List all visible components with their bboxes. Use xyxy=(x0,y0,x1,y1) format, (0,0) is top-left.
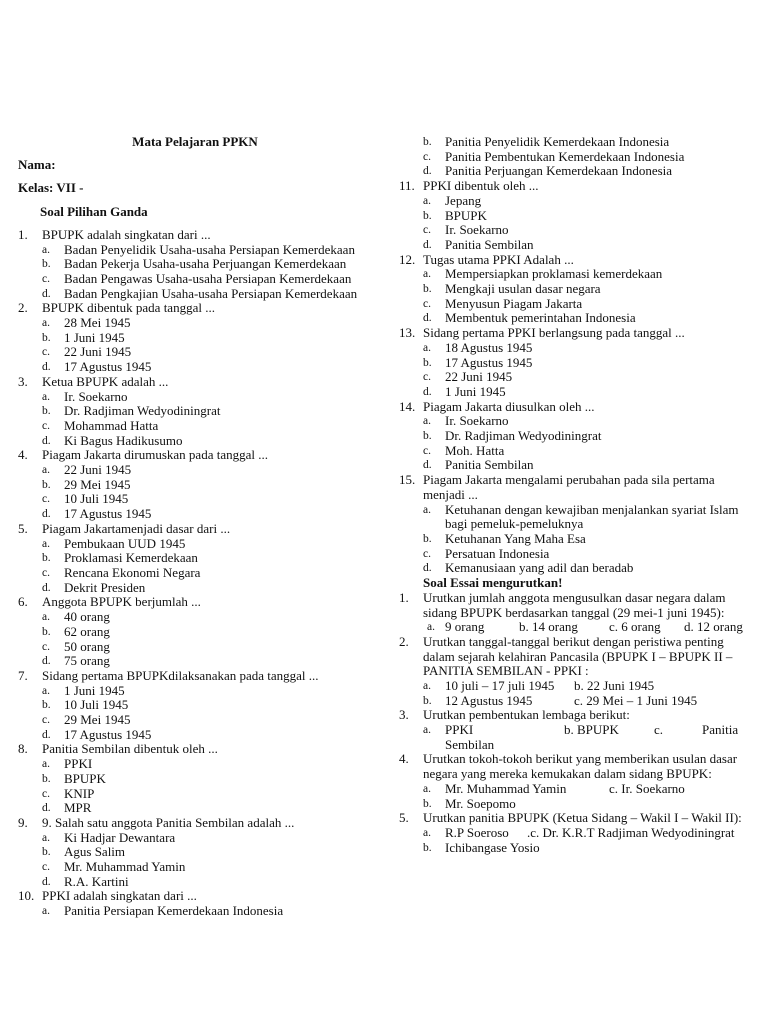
option-text: 29 Mei 1945 xyxy=(64,476,131,492)
question-number: 8. xyxy=(18,741,28,757)
option-text: Mengkaji usulan dasar negara xyxy=(445,281,601,297)
multiple-choice-list-left xyxy=(18,228,390,919)
option-letter: c. xyxy=(42,346,50,359)
answer-option xyxy=(18,257,390,272)
option-text: Persatuan Indonesia xyxy=(445,545,550,561)
answer-option xyxy=(399,267,755,282)
essay-options-row xyxy=(399,782,755,797)
answer-option xyxy=(18,434,390,449)
option-letter: d. xyxy=(42,728,51,741)
essay-question xyxy=(399,708,755,723)
option-text: Moh. Hatta xyxy=(445,442,505,458)
question-number: 1. xyxy=(18,226,28,242)
answer-option xyxy=(399,223,755,238)
option-text-continued: Sembilan xyxy=(445,736,495,752)
answer-option xyxy=(18,404,390,419)
question-text: Piagam Jakarta diusulkan oleh ... xyxy=(423,398,595,414)
option-text: 28 Mei 1945 xyxy=(64,315,131,331)
question-text: BPUPK adalah singkatan dari ... xyxy=(42,226,211,242)
essay-options-row xyxy=(399,723,755,738)
question-number: 7. xyxy=(18,667,28,683)
option-letter: b. xyxy=(423,356,432,369)
option-letter: b. xyxy=(423,136,432,148)
option-text: 62 orang xyxy=(64,623,110,639)
option-text: Badan Pengkajian Usaha-usaha Persiapan Kemerdekaan xyxy=(64,285,358,301)
question-number: 13. xyxy=(399,325,416,341)
option-text: Menyusun Piagam Jakarta xyxy=(445,295,583,311)
answer-option xyxy=(399,164,755,179)
option-text: Mr. Soepomo xyxy=(445,795,516,811)
answer-option xyxy=(18,640,390,655)
answer-option xyxy=(399,356,755,371)
question-text: Piagam Jakartamenjadi dasar dari ... xyxy=(42,520,231,536)
page-title: Mata Pelajaran PPKN xyxy=(132,134,258,149)
question-12 xyxy=(399,253,755,268)
option-letter: a. xyxy=(423,680,431,692)
option-letter: a. xyxy=(423,782,431,795)
option-letter: b. xyxy=(423,841,432,854)
option-letter: b. xyxy=(423,694,432,707)
essay-options-row xyxy=(399,694,755,709)
nama-label: Nama: xyxy=(18,157,56,173)
question-text: BPUPK dibentuk pada tanggal ... xyxy=(42,300,215,316)
answer-option xyxy=(399,503,755,532)
question-text: Tugas utama PPKI Adalah ... xyxy=(423,251,574,267)
option-text: Ki Bagus Hadikusumo xyxy=(64,432,183,448)
option-letter: c. xyxy=(42,861,50,874)
option-text: Mempersiapkan proklamasi kemerdekaan xyxy=(445,266,663,282)
option-letter: a. xyxy=(42,317,50,330)
answer-option xyxy=(18,360,390,375)
option-text: Panitia xyxy=(702,722,739,738)
option-letter: b. xyxy=(423,283,432,296)
essay-options-row xyxy=(399,841,755,856)
option-text: 17 Agustus 1945 xyxy=(445,354,533,370)
essay-options-row xyxy=(399,826,755,841)
option-letter: d. xyxy=(423,385,432,398)
option-letter: a. xyxy=(423,724,431,737)
question-text: PPKI dibentuk oleh ... xyxy=(423,178,539,194)
option-letter: b. xyxy=(423,532,432,545)
answer-option xyxy=(18,684,390,699)
question-number: 3. xyxy=(399,707,409,723)
question-number: 2. xyxy=(399,633,409,649)
option-text: 1 Juni 1945 xyxy=(445,383,506,399)
option-text: PPKI xyxy=(64,756,93,772)
answer-option xyxy=(18,272,390,287)
option-text: BPUPK xyxy=(64,770,106,786)
option-letter: a. xyxy=(42,905,50,918)
option-letter: d. xyxy=(42,361,51,374)
option-text: Panitia Pembentukan Kemerdekaan Indonesia xyxy=(445,148,685,164)
essay-options-row xyxy=(399,620,755,635)
option-text: Panitia Sembilan xyxy=(445,236,534,252)
answer-option xyxy=(399,561,755,576)
option-letter: b. xyxy=(42,699,51,712)
question-15 xyxy=(399,473,755,502)
option-letter: b. xyxy=(42,258,51,271)
question-text: Piagam Jakarta dirumuskan pada tanggal ... xyxy=(42,447,268,463)
question-number: 4. xyxy=(18,447,28,463)
question-number: 11. xyxy=(399,178,415,194)
option-letter: d. xyxy=(42,802,51,815)
option-text: 22 Juni 1945 xyxy=(64,462,132,478)
question-8 xyxy=(18,742,390,757)
question-number: 5. xyxy=(399,810,409,826)
section-heading-pilihan-ganda: Soal Pilihan Ganda xyxy=(40,203,148,219)
option-letter: b. xyxy=(42,772,51,785)
option-text: Mr. Muhammad Yamin xyxy=(445,780,567,796)
option-letter: d. xyxy=(423,562,432,575)
option-text: 29 Mei 1945 xyxy=(64,712,131,728)
question-text: Sidang pertama BPUPKdilaksanakan pada tanggal ... xyxy=(42,667,319,683)
option-letter: d. xyxy=(42,875,51,888)
option-letter: a. xyxy=(42,537,50,550)
option-letter: a. xyxy=(423,503,431,516)
option-letter: c. xyxy=(423,150,431,163)
option-letter: b. xyxy=(423,430,432,443)
option-letter: c. xyxy=(423,371,431,384)
option-letter: b. xyxy=(42,405,51,418)
option-text: c. 29 Mei – 1 Juni 1945 xyxy=(574,692,698,708)
option-letter: a. xyxy=(42,611,50,624)
answer-option xyxy=(18,287,390,302)
essay-options-row xyxy=(399,679,755,694)
question-9 xyxy=(18,816,390,831)
option-text: 10 Juli 1945 xyxy=(64,697,129,713)
option-letter: a. xyxy=(427,621,435,634)
option-text: 17 Agustus 1945 xyxy=(64,359,152,375)
answer-option xyxy=(18,390,390,405)
answer-option xyxy=(399,370,755,385)
option-text: Ketuhanan dengan kewajiban menjalankan syariat Islam bagi pemeluk-pemeluknya xyxy=(445,501,739,532)
option-text: Pembukaan UUD 1945 xyxy=(64,535,186,551)
option-letter: a. xyxy=(42,390,50,403)
answer-option xyxy=(18,904,390,919)
answer-option xyxy=(18,845,390,860)
question-number: 3. xyxy=(18,373,28,389)
option-letter: d. xyxy=(423,459,432,472)
question-text: Urutkan tokoh-tokoh berikut yang memberikan usulan dasar negara yang mereka kemukakan dalam sidang BPUPK: xyxy=(423,751,738,782)
multiple-choice-list-right xyxy=(399,179,755,576)
question-number: 6. xyxy=(18,594,28,610)
option-text: Badan Penyelidik Usaha-usaha Persiapan Kemerdekaan xyxy=(64,241,355,257)
option-letter: d. xyxy=(42,508,51,521)
option-letter: a. xyxy=(42,243,50,256)
answer-option xyxy=(399,429,755,444)
answer-option xyxy=(399,282,755,297)
option-letter: c. xyxy=(42,787,50,800)
question-text: Anggota BPUPK berjumlah ... xyxy=(42,594,201,610)
option-letter: c. xyxy=(423,547,431,560)
answer-option xyxy=(18,243,390,258)
option-text: Mr. Muhammad Yamin xyxy=(64,859,186,875)
question-text: Ketua BPUPK adalah ... xyxy=(42,373,169,389)
question-number: 5. xyxy=(18,520,28,536)
option-letter: c. xyxy=(42,272,50,285)
option-text: 18 Agustus 1945 xyxy=(445,339,533,355)
answer-option xyxy=(399,532,755,547)
option-letter: c. xyxy=(423,444,431,457)
option-text: Badan Pengawas Usaha-usaha Persiapan Kemerdekaan xyxy=(64,270,352,286)
option-text: 12 Agustus 1945 xyxy=(445,692,533,708)
question-14 xyxy=(399,400,755,415)
question-text: 9. Salah satu anggota Panitia Sembilan adalah ... xyxy=(42,814,295,830)
option-letter: a. xyxy=(423,826,431,839)
option-letter: d. xyxy=(423,238,432,251)
option-letter: c. xyxy=(42,640,50,653)
option-letter: b. xyxy=(423,797,432,810)
option-text: Membentuk pemerintahan Indonesia xyxy=(445,310,636,326)
answer-option xyxy=(18,566,390,581)
answer-option xyxy=(399,297,755,312)
section-heading-essay: Soal Essai mengurutkan! xyxy=(423,575,563,591)
option-text: Badan Pekerja Usaha-usaha Perjuangan Kemerdekaan xyxy=(64,256,347,272)
essay-question xyxy=(399,635,755,679)
option-letter: a. xyxy=(423,341,431,354)
answer-option xyxy=(399,458,755,473)
option-letter: d. xyxy=(42,581,51,594)
answer-option xyxy=(18,831,390,846)
option-text: Ir. Soekarno xyxy=(445,222,509,238)
question-text: Piagam Jakarta mengalami perubahan pada sila pertama menjadi ... xyxy=(423,472,715,502)
option-text: Dr. Radjiman Wedyodiningrat xyxy=(64,403,221,419)
option-text: R.P Soeroso xyxy=(445,824,509,840)
option-letter: c. xyxy=(42,714,50,727)
q10-continued-options xyxy=(399,135,755,179)
option-letter: c. xyxy=(42,493,50,506)
option-text: 9 orang xyxy=(445,619,485,635)
option-letter: c. xyxy=(423,224,431,237)
answer-option xyxy=(18,316,390,331)
answer-option xyxy=(399,444,755,459)
answer-option xyxy=(18,713,390,728)
option-text: Dr. Radjiman Wedyodiningrat xyxy=(445,428,602,444)
question-11 xyxy=(399,179,755,194)
answer-option xyxy=(18,507,390,522)
option-text: 1 Juni 1945 xyxy=(64,682,125,698)
option-text: Panitia Perjuangan Kemerdekaan Indonesia xyxy=(445,163,673,179)
essay-options-row xyxy=(399,797,755,812)
question-text: Urutkan jumlah anggota mengusulkan dasar negara dalam sidang BPUPK berdasarkan tanggal (29 mei-1 juni 1945): xyxy=(423,589,726,620)
answer-option xyxy=(18,787,390,802)
option-text: Proklamasi Kemerdekaan xyxy=(64,550,198,566)
answer-option xyxy=(18,625,390,640)
question-3 xyxy=(18,375,390,390)
option-text: Ketuhanan Yang Maha Esa xyxy=(445,530,586,546)
option-text: b. BPUPK xyxy=(564,722,619,738)
answer-option xyxy=(18,419,390,434)
option-text: Dekrit Presiden xyxy=(64,579,146,595)
question-number: 1. xyxy=(399,589,409,605)
option-text: Ki Hadjar Dewantara xyxy=(64,829,176,845)
option-text: Panitia Sembilan xyxy=(445,457,534,473)
answer-option xyxy=(18,478,390,493)
question-number: 15. xyxy=(399,472,416,488)
option-text: Ir. Soekarno xyxy=(64,388,128,404)
answer-option xyxy=(18,331,390,346)
question-number: 4. xyxy=(399,751,409,767)
question-number: 9. xyxy=(18,814,28,830)
option-letter: b. xyxy=(423,209,432,222)
answer-option xyxy=(18,345,390,360)
option-text: 17 Agustus 1945 xyxy=(64,506,152,522)
option-text: Ir. Soekarno xyxy=(445,413,509,429)
option-letter: d. xyxy=(423,165,432,178)
answer-option xyxy=(18,551,390,566)
option-text: Kemanusiaan yang adil dan beradab xyxy=(445,560,634,576)
option-text: Panitia Persiapan Kemerdekaan Indonesia xyxy=(64,903,284,919)
answer-option xyxy=(399,414,755,429)
option-text: 50 orang xyxy=(64,638,110,654)
option-text: 22 Juni 1945 xyxy=(64,344,132,360)
question-text: Urutkan tanggal-tanggal berikut dengan peristiwa penting dalam sejarah kelahiran Pancasila (BPUPK I – BPUPK II – PANITIA SEMBILAN - PPKI : xyxy=(423,633,733,679)
option-letter: c. xyxy=(42,566,50,579)
option-letter: a. xyxy=(423,415,431,428)
option-text: Mohammad Hatta xyxy=(64,417,159,433)
answer-option xyxy=(399,311,755,326)
option-text: c. 6 orang xyxy=(609,619,661,635)
answer-option xyxy=(18,698,390,713)
question-13 xyxy=(399,326,755,341)
option-letter: d. xyxy=(423,312,432,325)
answer-option xyxy=(18,860,390,875)
answer-option xyxy=(18,463,390,478)
question-5 xyxy=(18,522,390,537)
option-letter: b. xyxy=(42,846,51,859)
option-text: Rencana Ekonomi Negara xyxy=(64,564,201,580)
option-text: 75 orang xyxy=(64,653,110,669)
option-text: 22 Juni 1945 xyxy=(445,369,513,385)
option-letter: d. xyxy=(42,655,51,668)
essay-question xyxy=(399,811,755,826)
option-text: 10 juli – 17 juli 1945 xyxy=(445,678,555,693)
answer-option xyxy=(18,728,390,743)
question-4 xyxy=(18,448,390,463)
option-text: Panitia Penyelidik Kemerdekaan Indonesia xyxy=(445,134,670,149)
option-text: .c. Dr. K.R.T Radjiman Wedyodiningrat xyxy=(527,824,735,840)
question-text: Sidang pertama PPKI berlangsung pada tanggal ... xyxy=(423,325,685,341)
answer-option xyxy=(18,801,390,816)
option-text: 17 Agustus 1945 xyxy=(64,726,152,742)
question-text: Panitia Sembilan dibentuk oleh ... xyxy=(42,741,218,757)
question-2 xyxy=(18,301,390,316)
option-text: Agus Salim xyxy=(64,844,126,860)
option-text: MPR xyxy=(64,800,92,816)
answer-option xyxy=(18,757,390,772)
option-text: Jepang xyxy=(445,192,482,208)
answer-option xyxy=(399,150,755,165)
option-text: c. Ir. Soekarno xyxy=(609,780,685,796)
option-letter: b. xyxy=(42,478,51,491)
option-letter: d. xyxy=(42,434,51,447)
option-letter: c. xyxy=(423,297,431,310)
option-text: 40 orang xyxy=(64,609,110,625)
answer-option xyxy=(18,772,390,787)
option-letter: b. xyxy=(42,331,51,344)
answer-option xyxy=(399,341,755,356)
question-number: 2. xyxy=(18,300,28,316)
option-letter: b. xyxy=(42,625,51,638)
option-letter: a. xyxy=(423,268,431,281)
question-text: Urutkan panitia BPUPK (Ketua Sidang – Wakil I – Wakil II): xyxy=(423,810,742,826)
option-text: R.A. Kartini xyxy=(64,873,129,889)
option-text: d. 12 orang xyxy=(684,619,743,635)
answer-option xyxy=(18,654,390,669)
option-text: BPUPK xyxy=(445,207,487,223)
option-letter: d. xyxy=(42,287,51,300)
option-text: 10 Juli 1945 xyxy=(64,491,129,507)
question-text: PPKI adalah singkatan dari ... xyxy=(42,888,197,904)
question-number: 14. xyxy=(399,398,416,414)
essay-question xyxy=(399,752,755,781)
answer-option xyxy=(18,581,390,596)
option-text: b. 22 Juni 1945 xyxy=(574,678,655,693)
question-text: Urutkan pembentukan lembaga berikut: xyxy=(423,707,630,723)
option-letter: b. xyxy=(42,552,51,565)
answer-option xyxy=(399,209,755,224)
option-text: b. 14 orang xyxy=(519,619,578,635)
question-number: 12. xyxy=(399,251,416,267)
option-letter: a. xyxy=(42,831,50,844)
option-letter: a. xyxy=(423,194,431,207)
option-text: Ichibangase Yosio xyxy=(445,839,540,855)
option-text: 1 Juni 1945 xyxy=(64,329,125,345)
option-letter: a. xyxy=(42,684,50,697)
option-letter: c. xyxy=(42,419,50,432)
option-letter: a. xyxy=(42,758,50,771)
answer-option xyxy=(399,194,755,209)
answer-option xyxy=(399,135,755,150)
question-6 xyxy=(18,595,390,610)
option-text: KNIP xyxy=(64,785,95,801)
answer-option xyxy=(18,610,390,625)
answer-option xyxy=(18,492,390,507)
question-10 xyxy=(18,889,390,904)
answer-option xyxy=(399,238,755,253)
option-letter: c. xyxy=(654,722,664,738)
essay-question xyxy=(399,591,755,620)
right-column xyxy=(399,135,755,855)
kelas-label: Kelas: VII - xyxy=(18,180,84,196)
question-7 xyxy=(18,669,390,684)
answer-option xyxy=(399,385,755,400)
question-1 xyxy=(18,228,390,243)
option-text: PPKI xyxy=(445,722,474,738)
answer-option xyxy=(399,547,755,562)
answer-option xyxy=(18,875,390,890)
answer-option xyxy=(18,537,390,552)
question-number: 10. xyxy=(18,888,35,904)
option-letter: a. xyxy=(42,464,50,477)
left-column xyxy=(18,135,390,919)
